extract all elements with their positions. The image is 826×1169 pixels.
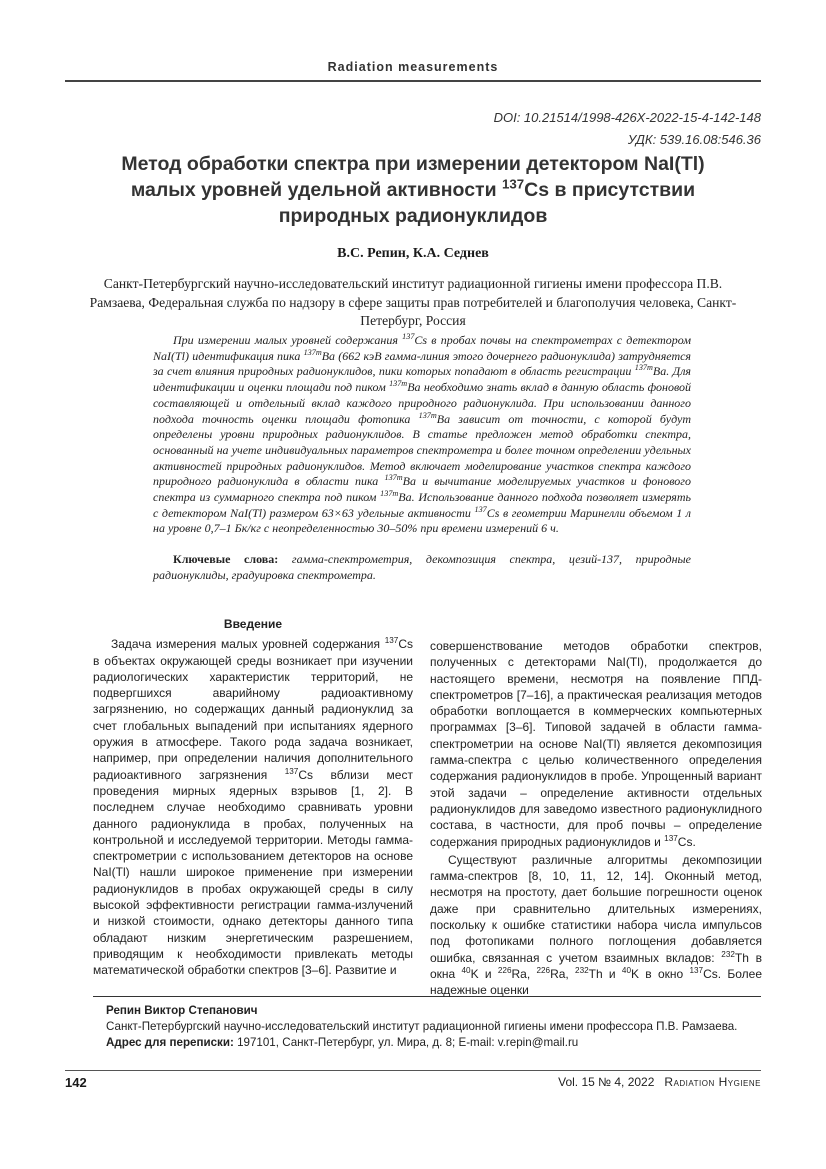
intro-paragraph-1-cont: совершенствование методов обработки спектров, полученных с детекторами NaI(Tl), продолжается до настоящего времени, несмотря на появление ППД-спектрометров [7–16], а практическая реализация методов обработки воплощается в коммерческих компьютерных программах [3–6]. Типовой задачей в области гамма-спектрометрии на основе NaI(Tl) является декомпозиция гамма-спектра с целью количественного определения содержания радионуклидов в пробе. Упрощенный вариант этой задачи – определение активности отдельных радионуклидов для заведомо известного радионуклидного состава, в частности, для проб почвы – определение содержания природных радионуклидов и $^{137}$Cs. — [430, 639, 762, 849]
title-line-2: малых уровней удельной активности $^{137}$Cs в присутствии — [130, 176, 696, 201]
udk-code: УДК: 539.16.08:546.36 — [627, 132, 761, 147]
authors: В.С. Репин, К.А. Седнев — [337, 246, 489, 261]
correspondence-block — [106, 1003, 756, 1051]
affiliation: Санкт-Петербургский научно-исследовательский институт радиационной гигиены имени профессора П.В. Рамзаева, Федеральная служба по надзору в сфере защиты прав потребителей и благополучия человека, Санкт-Петербург, Россия — [89, 276, 737, 328]
abstract: При измерении малых уровней содержания $^{137}$Cs в пробах почвы на спектрометрах с детектором NaI(Tl) идентификация пика $^{137m}$Ba (662 кэВ гамма-линия этого дочернего радионуклида) затрудняется за счет влияния природных радионуклидов, пики которых попадают в область регистрации $^{137m}$Ba. Для идентификации и оценки площади под пиком $^{137m}$Ba необходимо знать вклад в данную область фоновой составляющей и отдельный вклад каждого природного радионуклида. При использовании данного подхода точность оценки площади фотопика $^{137m}$Ba зависит от точности, с которой будут определены уровни природных радионуклидов. В статье предложен метод обработки спектра, основанный на учете индивидуальных параметров спектрометра и более точном определении удельных активностей природных радионуклидов. Метод включает моделирование участков спектра каждого природного радионуклида в области пика $^{137m}$Ba и вычитание моделируемых участков и фонового спектра из суммарного спектра под пиком $^{137m}$Ba. Использование данного подхода позволяет измерять с детектором NaI(Tl) размером 63×63 удельные активности $^{137}$Cs в геометрии Маринелли объемом 1 л на уровне 0,7–1 Бк/кг с неопределенностью 30–50% при времени измерений 6 ч. — [153, 332, 692, 536]
doi: DOI: 10.21514/1998-426X-2022-15-4-142-148 — [493, 110, 761, 125]
body-column-left — [93, 616, 413, 979]
section-heading-introduction: Введение — [223, 617, 283, 631]
intro-paragraph-2: Существуют различные алгоритмы декомпозиции гамма-спектров [8, 10, 11, 12, 14]. Оконный метод, несмотря на простоту, дает большие погрешности оценок даже при сравнительно длительных измерениях, поскольку к ошибке статистики набора числа импульсов под фотопиками полного поглощения добавляется ошибка, связанная с учетом взаимных вкладов: $^{232}$Th в окна $^{40}$K и $^{226}$Ra, $^{226}$Ra, $^{232}$Th и $^{40}$K в окно $^{137}$Cs. Более надежные оценки — [430, 852, 763, 998]
footer-rule — [65, 1070, 761, 1071]
keywords-label: Ключевые слова: — [173, 552, 279, 566]
title-line-1: Метод обработки спектра при измерении детектором NaI(Tl) — [121, 153, 705, 175]
keywords: Ключевые слова: гамма-спектрометрия, декомпозиция спектра, цезий-137, природные радионуклиды, градуировка спектрометра. — [153, 552, 691, 582]
header-rule — [65, 80, 761, 82]
journal-info: Vol. 15 № 4, 2022 Radiation Hygiene — [558, 1075, 761, 1089]
corresponding-author-name: Репин Виктор Степанович — [106, 1004, 258, 1017]
intro-paragraph-1: Задача измерения малых уровней содержания $^{137}$Cs в объектах окружающей среды возникает при изучении радиологических характеристик территорий, не подвергшихся аварийному радиоактивному загрязнению, но содержащих данный радионуклид за счет глобальных выпадений при испытаниях ядерного оружия в атмосфере. Такого рода задача возникает, например, при определении наличия дополнительного радиоактивного загрязнения $^{137}$Cs вблизи мест проведения мирных ядерных взрывов [1, 2]. В последнем случае необходимо сравнивать уровни данного радионуклида в пробах, полученных на контрольной и исследуемой территории. Методы гамма-спектрометрии с использованием детекторов на основе NaI(Tl) нашли широкое применение при измерении радионуклидов в пробах окружающей среды в силу высокой эффективности регистрации гамма-излучений и низкой стоимости, однако детекторы данного типа обладают низким энергетическим разрешением, приводящим к необходимости привлекать методы математической обработки спектров [3–6]. Развитие и — [93, 636, 413, 978]
article-title — [95, 151, 731, 229]
section-header: Radiation measurements — [327, 60, 499, 74]
body-column-right — [430, 638, 762, 999]
journal-name: Radiation Hygiene — [664, 1075, 761, 1089]
page-number: 142 — [65, 1075, 87, 1090]
corresponding-author-institute: Санкт-Петербургский научно-исследовательский институт радиационной гигиены имени профессора П.В. Рамзаева. — [106, 1020, 738, 1033]
correspondence-address: Адрес для переписки: 197101, Санкт-Петербург, ул. Мира, д. 8; E-mail: v.repin@mail.ru — [106, 1036, 579, 1049]
title-line-3: природных радионуклидов — [278, 205, 548, 227]
